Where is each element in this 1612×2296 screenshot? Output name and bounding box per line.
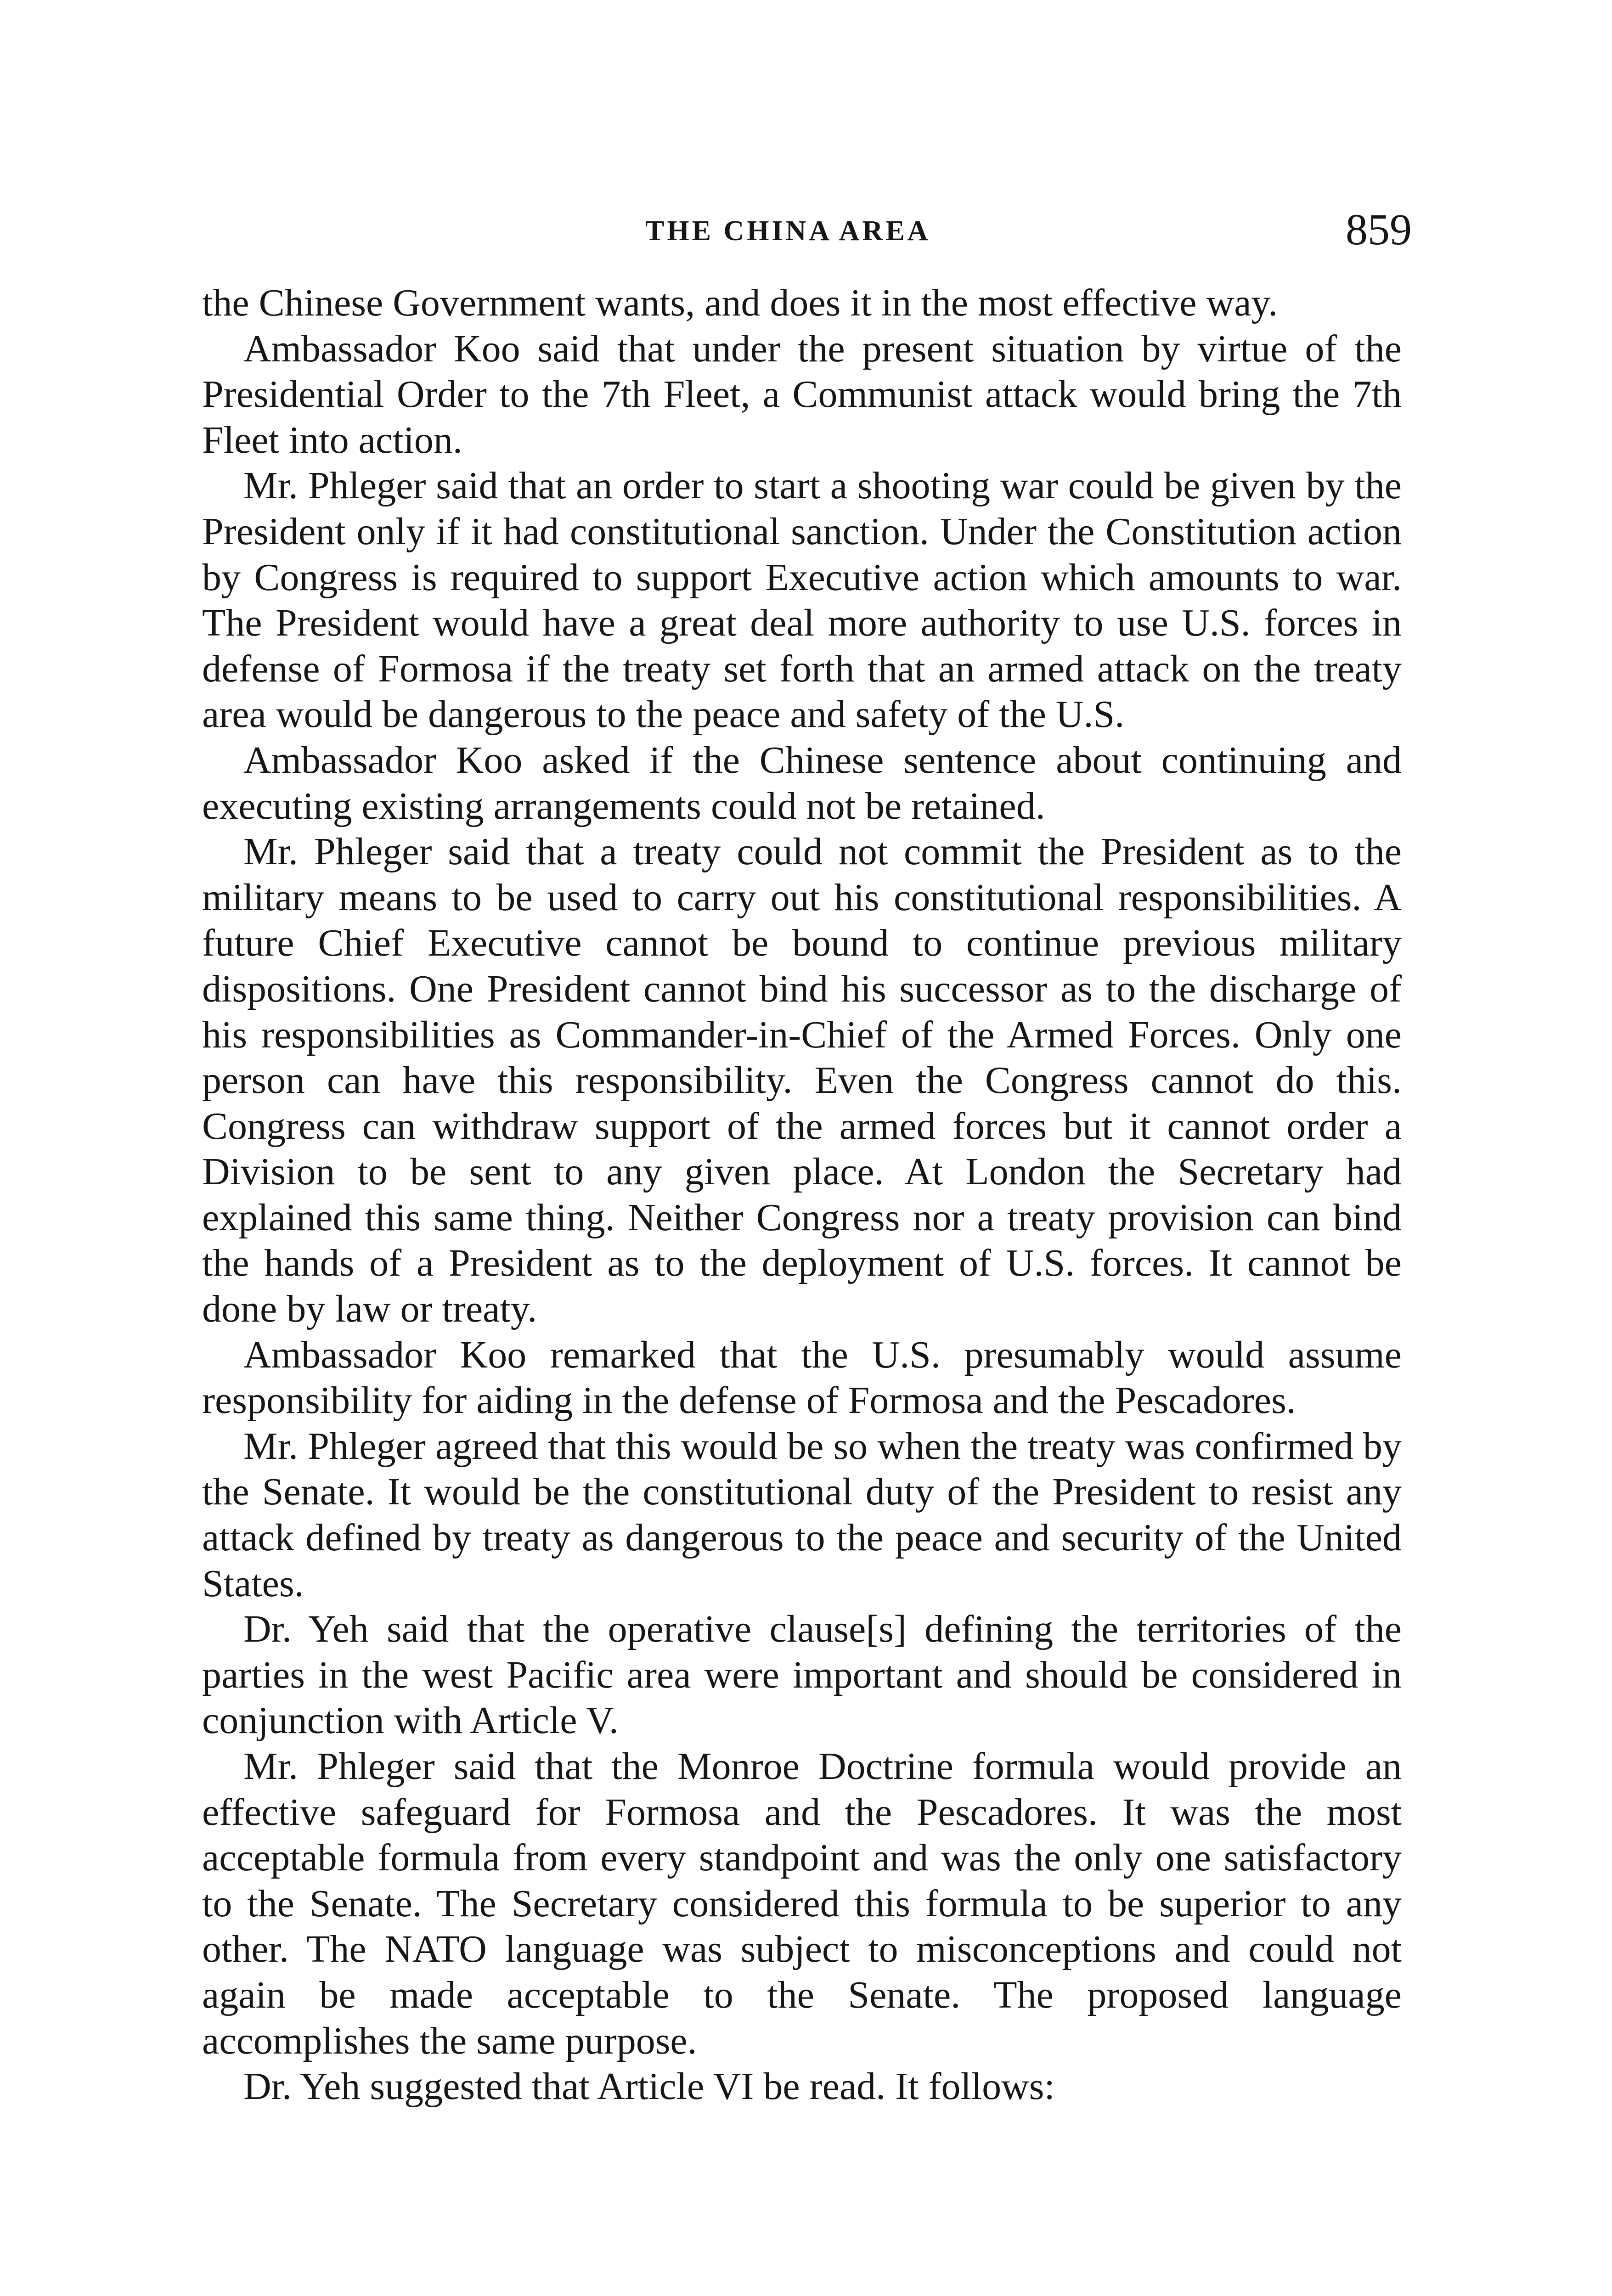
paragraph-koo-seventh-fleet: Ambassador Koo said that under the present situation by virtue of the Presidential Order to the 7th Fleet, a Communist attack would bring the 7th Fleet into action. [202,327,1402,461]
running-header [0,204,1612,259]
body-text [202,280,1402,2110]
paragraph-koo-chinese-sentence: Ambassador Koo asked if the Chinese sentence about continuing and executing existing arrangements could not be retained. [202,738,1402,827]
paragraph-yeh-operative-clauses: Dr. Yeh said that the operative clause[s] defining the territories of the parties in the west Pacific area were important and should be considered in conjunction with Article V. [202,1608,1402,1742]
paragraph-phleger-monroe-doctrine: Mr. Phleger said that the Monroe Doctrine formula would provide an effective safeguard for Formosa and the Pescadores. It was the most acceptable formula from every standpoint and was the only one satisfactory to the Senate. The Secretary considered this formula to be superior to any other. The NATO language was subject to misconceptions and could not again be made acceptable to the Senate. The proposed language accomplishes the same purpose. [202,1745,1402,2062]
paragraph-phleger-military-means: Mr. Phleger said that a treaty could not commit the President as to the military means to be used to carry out his constitutional responsibilities. A future Chief Executive cannot be bound to continue previous military dispositions. One President cannot bind his successor as to the discharge of his responsibilities as Commander-in-Chief of the Armed Forces. Only one person can have this responsibility. Even the Congress cannot do this. Congress can withdraw support of the armed forces but it cannot order a Division to be sent to any given place. At London the Secretary had explained this same thing. Neither Congress nor a treaty provision can bind the hands of a President as to the deployment of U.S. forces. It cannot be done by law or treaty. [202,830,1402,1331]
paragraph-yeh-article-vi: Dr. Yeh suggested that Article VI be read. It follows: [243,2065,1055,2108]
paragraph-phleger-constitutional-sanction: Mr. Phleger said that an order to start a shooting war could be given by the President only if it had constitutional sanction. Under the Constitution action by Congress is required to support Executive action which amounts to war. The President would have a great deal more authority to use U.S. forces in defense of Formosa if the treaty set forth that an armed attack on the treaty area would be dangerous to the peace and safety of the U.S. [202,464,1402,736]
running-title: THE CHINA AREA [645,215,931,247]
paragraph-koo-defense-responsibility: Ambassador Koo remarked that the U.S. presumably would assume responsibility for aiding in the defense of Formosa and the Pescadores. [202,1333,1402,1422]
paragraph-phleger-senate-confirmation: Mr. Phleger agreed that this would be so when the treaty was confirmed by the Senate. It would be the constitutional duty of the President to resist any attack defined by treaty as dangerous to the peace and security of the United States. [202,1424,1402,1605]
page-number: 859 [1346,205,1412,254]
paragraph-continuation: the Chinese Government wants, and does it in the most effective way. [202,281,1278,324]
